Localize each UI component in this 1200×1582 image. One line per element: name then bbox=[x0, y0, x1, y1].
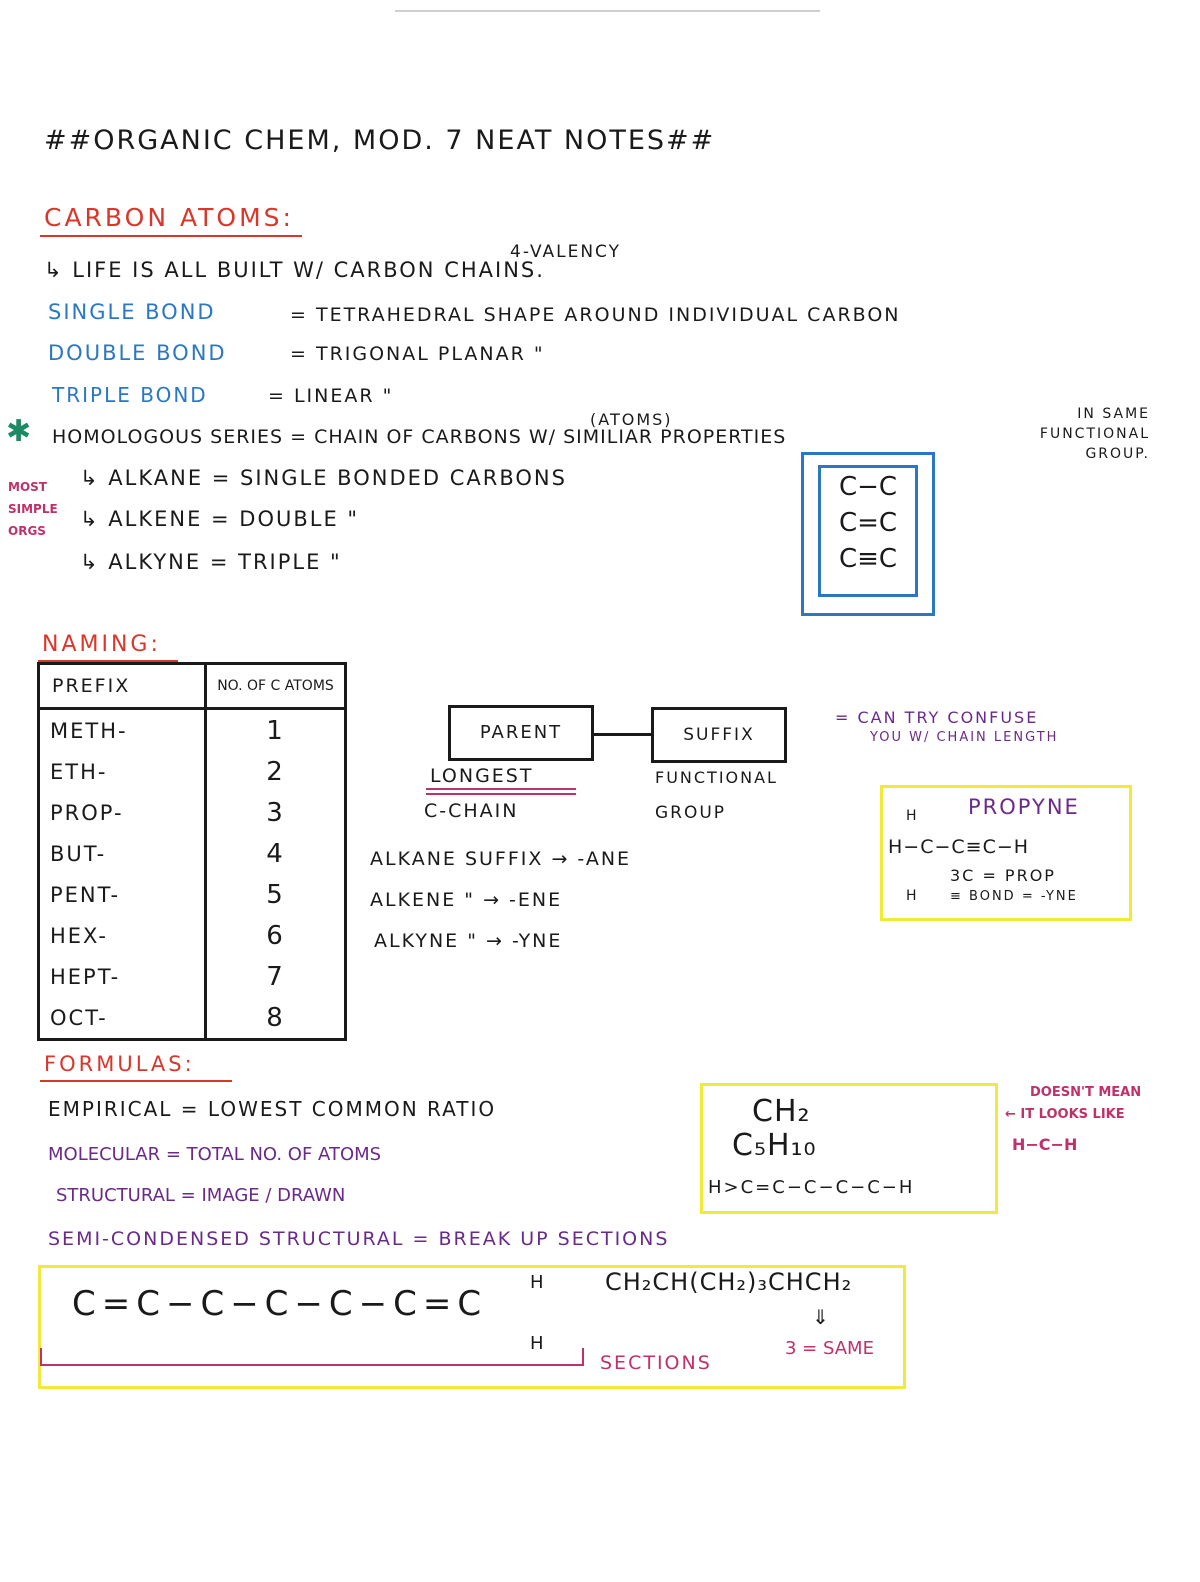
parent-suffix-connector bbox=[591, 733, 651, 736]
prefix-cell: HEX- bbox=[39, 915, 206, 956]
chain-h-right: H bbox=[530, 1272, 546, 1293]
parent-box bbox=[448, 705, 594, 761]
structure-line: H>C=C−C−C−C−H bbox=[708, 1177, 915, 1198]
table-row bbox=[39, 792, 346, 833]
alkene-suffix: ALKENE " → -ENE bbox=[370, 889, 563, 911]
chain-line: C=C−C−C−C−C=C bbox=[72, 1284, 488, 1324]
carbon-heading: CARBON ATOMS: bbox=[44, 203, 294, 232]
longest-label: LONGEST bbox=[430, 765, 534, 787]
same-group-note: IN SAME FUNCTIONAL GROUP. bbox=[1039, 406, 1150, 462]
functional-label: FUNCTIONAL bbox=[655, 768, 778, 787]
sections-label: SECTIONS bbox=[600, 1352, 712, 1374]
most-simple-note: MOST SIMPLE ORGS bbox=[8, 480, 58, 538]
parent-label: PARENT bbox=[479, 722, 563, 743]
single-bond-label: SINGLE BOND bbox=[48, 300, 216, 324]
alkene-line: ↳ ALKENE = DOUBLE " bbox=[80, 507, 360, 531]
bond-double: C=C bbox=[838, 508, 898, 538]
table-row bbox=[39, 997, 346, 1040]
table-row bbox=[39, 751, 346, 792]
alkane-suffix: ALKANE SUFFIX → -ANE bbox=[370, 848, 632, 870]
prefix-cell: PROP- bbox=[39, 792, 206, 833]
section-brackets bbox=[40, 1348, 584, 1366]
page-title: ##ORGANIC CHEM, MOD. 7 NEAT NOTES## bbox=[44, 125, 716, 156]
prefix-cell: HEPT- bbox=[39, 956, 206, 997]
propyne-title: PROPYNE bbox=[968, 795, 1080, 819]
formulas-heading: FORMULAS: bbox=[44, 1052, 195, 1076]
prefix-cell: ETH- bbox=[39, 751, 206, 792]
longest-underline-2 bbox=[426, 793, 576, 795]
propyne-formula: H−C−C≡C−H bbox=[888, 836, 1030, 858]
count-cell: 5 bbox=[266, 879, 285, 910]
count-cell: 7 bbox=[266, 961, 285, 992]
count-cell: 3 bbox=[266, 797, 285, 828]
naming-heading: NAMING: bbox=[42, 632, 161, 657]
valency-note: 4-VALENCY bbox=[510, 242, 622, 262]
alkyne-line: ↳ ALKYNE = TRIPLE " bbox=[80, 550, 342, 574]
doesnt-mean-2: ← IT LOOKS LIKE bbox=[1005, 1107, 1125, 1122]
molecular-line: MOLECULAR = TOTAL NO. OF ATOMS bbox=[48, 1144, 382, 1165]
alkane-line: ↳ ALKANE = SINGLE BONDED CARBONS bbox=[80, 466, 567, 490]
same-note: 3 = SAME bbox=[785, 1338, 874, 1359]
prefix-header: PREFIX bbox=[39, 664, 206, 709]
count-cell: 4 bbox=[266, 838, 285, 869]
triple-bond-text: = LINEAR " bbox=[268, 385, 394, 407]
formulas-heading-underline bbox=[40, 1080, 232, 1082]
table-row bbox=[39, 874, 346, 915]
life-line: ↳ LIFE IS ALL BUILT W/ CARBON CHAINS. bbox=[44, 258, 545, 282]
prefix-cell: BUT- bbox=[39, 833, 206, 874]
propyne-h-top: H bbox=[906, 808, 919, 824]
star-icon: ✱ bbox=[6, 414, 32, 449]
propyne-h-bottom: H bbox=[906, 888, 919, 904]
count-cell: 6 bbox=[266, 920, 285, 951]
group-label: GROUP bbox=[655, 803, 727, 823]
empirical-line: EMPIRICAL = LOWEST COMMON RATIO bbox=[48, 1097, 497, 1121]
bond-single: C−C bbox=[838, 472, 898, 502]
doesnt-mean-1: DOESN'T MEAN bbox=[1030, 1085, 1142, 1100]
bond-triple: C≡C bbox=[838, 544, 898, 574]
condensed-formula: CH₂CH(CH₂)₃CHCH₂ bbox=[605, 1268, 853, 1296]
table-row bbox=[39, 915, 346, 956]
triple-bond-label: TRIPLE BOND bbox=[52, 383, 208, 407]
confuse-note-1: = CAN TRY CONFUSE bbox=[835, 708, 1039, 727]
alkyne-suffix: ALKYNE " → -YNE bbox=[374, 930, 563, 952]
prefix-table bbox=[37, 662, 347, 1041]
doesnt-mean-3: H−C−H bbox=[1012, 1135, 1078, 1154]
propyne-note-2: ≡ BOND = -YNE bbox=[950, 889, 1078, 904]
count-cell: 1 bbox=[266, 715, 285, 746]
ch2-formula: CH₂ bbox=[752, 1094, 811, 1129]
chain-h-right-bottom: H bbox=[530, 1333, 546, 1354]
top-rule bbox=[395, 10, 820, 12]
arrow-down: ⇓ bbox=[812, 1305, 831, 1329]
single-bond-text: = TETRAHEDRAL SHAPE AROUND INDIVIDUAL CARBON bbox=[290, 304, 901, 326]
table-row bbox=[39, 833, 346, 874]
prefix-cell: OCT- bbox=[39, 997, 206, 1040]
prefix-cell: PENT- bbox=[39, 874, 206, 915]
propyne-note-1: 3C = PROP bbox=[950, 866, 1056, 885]
bond-box bbox=[801, 452, 935, 616]
table-row bbox=[39, 956, 346, 997]
suffix-box bbox=[651, 707, 787, 763]
count-header: NO. OF C ATOMS bbox=[206, 664, 346, 709]
suffix-label: SUFFIX bbox=[683, 725, 755, 745]
table-row bbox=[39, 709, 346, 752]
carbon-heading-underline bbox=[40, 235, 302, 237]
count-cell: 2 bbox=[266, 756, 285, 787]
semi-condensed-line: SEMI-CONDENSED STRUCTURAL = BREAK UP SECTIONS bbox=[48, 1228, 670, 1250]
c5h10-formula: C₅H₁₀ bbox=[732, 1128, 817, 1163]
structural-line: STRUCTURAL = IMAGE / DRAWN bbox=[56, 1185, 346, 1206]
double-bond-label: DOUBLE BOND bbox=[48, 341, 227, 365]
homologous-line: HOMOLOGOUS SERIES = CHAIN OF CARBONS W/ SIMILIAR PROPERTIES bbox=[52, 426, 787, 448]
count-cell: 8 bbox=[266, 1002, 285, 1033]
c-chain-label: C-CHAIN bbox=[424, 800, 519, 822]
atoms-note: (ATOMS) bbox=[590, 410, 673, 429]
prefix-cell: METH- bbox=[39, 709, 206, 752]
double-bond-text: = TRIGONAL PLANAR " bbox=[290, 343, 545, 365]
confuse-note-2: YOU W/ CHAIN LENGTH bbox=[870, 730, 1059, 745]
longest-underline-1 bbox=[426, 788, 576, 790]
